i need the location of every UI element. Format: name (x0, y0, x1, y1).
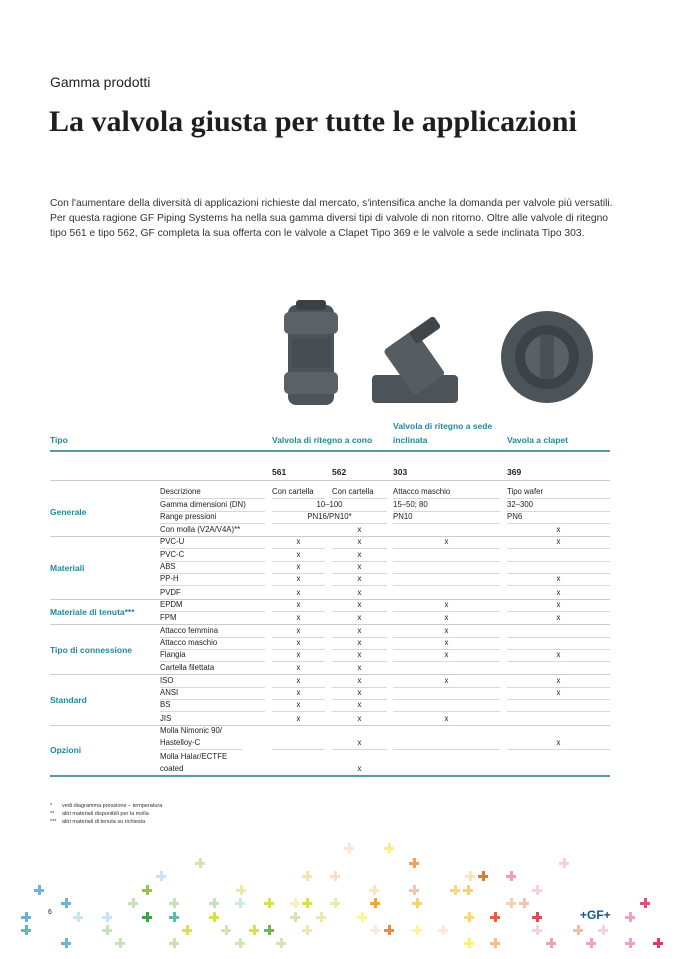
value-cell: x (357, 763, 362, 773)
value-cell: x (272, 599, 325, 612)
table-row (50, 750, 610, 775)
value-cell: x (272, 637, 325, 650)
value-cell: 15–50; 80 (393, 498, 500, 511)
plus-decoration-icon (209, 912, 219, 922)
row-label: PVDF (160, 587, 181, 597)
group-label: Generale (50, 506, 87, 517)
value-cell: x (296, 663, 301, 673)
value-cell: x (507, 536, 610, 549)
value-cell: Con cartella (332, 486, 387, 499)
row-label: ABS (160, 561, 265, 574)
plus-decoration-icon (519, 898, 529, 908)
plus-decoration-icon (465, 871, 475, 881)
value-cell: x (272, 548, 325, 561)
value-cell: x (272, 699, 325, 712)
value-cell: x (393, 674, 500, 687)
row-label: JIS (160, 713, 172, 723)
plus-decoration-icon (412, 925, 422, 935)
table-header (50, 418, 610, 452)
value-cell: x (507, 687, 610, 700)
gf-logo: +GF+ (580, 908, 611, 922)
header-inclined-valve: Valvola di ritegno a sede inclinata (393, 421, 493, 445)
value-cell: x (393, 536, 500, 549)
value-cell (272, 725, 325, 751)
plus-decoration-icon (532, 885, 542, 895)
footnote-text: altri materiali di tenuta su richiesta (62, 819, 146, 825)
plus-decoration-icon (532, 925, 542, 935)
value-cell (507, 712, 610, 724)
value-cell: x (332, 624, 387, 637)
plus-decoration-icon (370, 898, 380, 908)
value-cell: Attacco maschio (393, 486, 500, 499)
value-cell: x (393, 599, 500, 612)
plus-decoration-icon (464, 938, 474, 948)
value-cell: x (332, 548, 387, 561)
plus-decoration-icon (195, 858, 205, 868)
table-row (50, 726, 610, 751)
table-row (50, 600, 610, 612)
value-cell: x (556, 613, 561, 623)
plus-decoration-icon (316, 912, 326, 922)
value-cell: x (357, 525, 362, 535)
value-cell (393, 573, 500, 586)
cone-check-valve-image (284, 300, 338, 405)
value-cell: x (556, 525, 561, 535)
value-cell: x (556, 587, 561, 597)
table-group (50, 675, 610, 725)
table-row (50, 612, 610, 624)
plus-decoration-icon (653, 938, 663, 948)
code-561: 561 (272, 467, 287, 477)
value-cell: x (332, 687, 387, 700)
plus-decoration-icon (625, 938, 635, 948)
plus-decoration-icon (264, 925, 274, 935)
value-cell: x (357, 613, 362, 623)
plus-decoration-icon (235, 898, 245, 908)
value-cell (507, 750, 610, 775)
plus-decoration-icon (330, 871, 340, 881)
value-cell: x (507, 599, 610, 612)
value-cell: x (296, 587, 301, 597)
plus-decoration-icon (302, 925, 312, 935)
plus-decoration-icon (302, 871, 312, 881)
table-group (50, 487, 610, 537)
value-cell: x (357, 713, 362, 723)
value-cell (272, 524, 325, 536)
plus-decoration-icon (490, 938, 500, 948)
plus-decoration-icon (330, 898, 340, 908)
plus-decoration-icon (34, 885, 44, 895)
plus-decoration-icon (209, 898, 219, 908)
value-cell: x (507, 674, 610, 687)
plus-decoration-icon (236, 885, 246, 895)
merged-value-cell: 10–100 (272, 498, 387, 511)
row-label: Descrizione (160, 486, 265, 499)
plus-decoration-icon (290, 912, 300, 922)
value-cell: Tipo wafer (507, 486, 610, 499)
value-cell: x (332, 674, 387, 687)
table-group (50, 600, 610, 626)
value-cell: PN6 (507, 511, 610, 524)
plus-decoration-icon (463, 885, 473, 895)
footnote (50, 810, 162, 818)
plus-decoration-icon (412, 898, 422, 908)
valve-product-images (270, 290, 615, 415)
value-cell (393, 548, 500, 561)
value-cell (507, 662, 610, 674)
value-cell: x (332, 573, 387, 586)
plus-decoration-icon (221, 925, 231, 935)
plus-decoration-icon (559, 858, 569, 868)
page-number: 6 (48, 909, 52, 916)
row-label: Molla Nimonic 90/ Hastelloy-C (160, 725, 242, 751)
plus-decoration-icon (546, 938, 556, 948)
table-row (50, 586, 610, 598)
inclined-seat-valve-image (372, 316, 458, 403)
row-label: Attacco femmina (160, 624, 265, 637)
plus-decoration-icon (156, 871, 166, 881)
row-label: Gamma dimensioni (DN) (160, 498, 265, 511)
value-cell: x (357, 587, 362, 597)
plus-decoration-icon (169, 938, 179, 948)
value-cell (393, 699, 500, 712)
table-row (50, 574, 610, 586)
value-cell (393, 750, 500, 775)
product-comparison-table (50, 418, 610, 777)
plus-decoration-icon (464, 912, 474, 922)
value-cell: x (332, 599, 387, 612)
plus-decoration-icon (290, 898, 300, 908)
row-label: PP-H (160, 573, 265, 586)
value-cell: x (507, 649, 610, 662)
table-row (50, 662, 610, 674)
value-cell: x (272, 536, 325, 549)
value-cell: x (332, 725, 387, 751)
plus-decoration-icon (384, 925, 394, 935)
code-562: 562 (332, 467, 347, 477)
value-cell (507, 561, 610, 574)
section-kicker: Gamma prodotti (50, 74, 151, 90)
row-label: Cartella filettata (160, 663, 215, 673)
value-cell: x (296, 713, 301, 723)
value-cell (393, 524, 500, 536)
table-body (50, 487, 610, 777)
code-303: 303 (393, 467, 408, 477)
table-group (50, 726, 610, 777)
plus-decoration-icon (369, 885, 379, 895)
header-clapet-valve: Vavola a clapet (507, 435, 568, 445)
plus-decoration-icon (264, 898, 274, 908)
value-cell: x (357, 663, 362, 673)
value-cell: x (332, 536, 387, 549)
value-cell (393, 561, 500, 574)
group-label: Materiale di tenuta*** (50, 606, 135, 617)
plus-decoration-icon (438, 925, 448, 935)
value-cell (507, 699, 610, 712)
plus-decoration-icon (235, 938, 245, 948)
page-title: La valvola giusta per tutte le applicazioni (49, 105, 577, 138)
value-cell: x (296, 613, 301, 623)
wafer-clapet-valve-image (501, 311, 593, 403)
plus-decoration-icon (357, 912, 367, 922)
value-cell: x (444, 613, 449, 623)
footnotes (50, 802, 162, 826)
value-cell: x (507, 573, 610, 586)
merged-value-cell: PN16/PN10* (272, 511, 387, 524)
table-row (50, 700, 610, 712)
value-cell: x (393, 649, 500, 662)
row-label: PVC-U (160, 536, 265, 549)
plus-decoration-icon (169, 898, 179, 908)
value-cell: x (507, 725, 610, 751)
value-cell: x (393, 624, 500, 637)
group-label: Standard (50, 695, 87, 706)
plus-decoration-icon (573, 925, 583, 935)
value-cell (393, 725, 500, 751)
value-cell (507, 548, 610, 561)
plus-decoration-icon (506, 871, 516, 881)
value-cell: x (332, 561, 387, 574)
footnote-text: altri materiali disponibili per la molla (62, 811, 149, 817)
value-cell: x (272, 674, 325, 687)
plus-decoration-icon (21, 912, 31, 922)
group-label: Opzioni (50, 745, 82, 756)
value-cell: x (272, 687, 325, 700)
plus-decoration-icon (276, 938, 286, 948)
footnote-mark: ** (50, 811, 55, 817)
plus-decoration-icon (370, 925, 380, 935)
plus-decoration-icon (506, 898, 516, 908)
row-label: Con molla (V2A/V4A)** (160, 525, 241, 535)
value-cell (507, 624, 610, 637)
value-cell: x (272, 573, 325, 586)
plus-decoration-icon (490, 912, 500, 922)
group-label: Materiali (50, 562, 85, 573)
plus-decoration-icon (586, 938, 596, 948)
plus-decoration-icon (249, 925, 259, 935)
value-cell (272, 750, 325, 775)
value-cell (393, 662, 500, 674)
plus-decoration-icon (61, 938, 71, 948)
plus-decoration-icon (182, 925, 192, 935)
footnote-mark: * (50, 803, 53, 809)
value-cell: 32–300 (507, 498, 610, 511)
footnote-mark: *** (50, 819, 57, 825)
row-label: Molla Halar/ECTFE coated (160, 751, 228, 773)
plus-decoration-icon (115, 938, 125, 948)
footnote (50, 818, 162, 826)
plus-decoration-icon (598, 925, 608, 935)
plus-decoration-icon (61, 898, 71, 908)
value-cell: x (332, 637, 387, 650)
plus-decoration-icon (625, 912, 635, 922)
row-label: EPDM (160, 599, 265, 612)
footnote-text: vedi diagramma pressione – temperatura (62, 803, 163, 809)
row-label: ANSI (160, 687, 265, 700)
plus-decoration-icon (532, 912, 542, 922)
row-label: PVC-C (160, 548, 265, 561)
value-cell: Con cartella (272, 486, 325, 499)
row-label: Attacco maschio (160, 637, 265, 650)
plus-decoration-icon (409, 858, 419, 868)
table-row (50, 512, 610, 524)
header-tipo: Tipo (50, 435, 68, 445)
row-label: FPM (160, 613, 177, 623)
value-cell: x (332, 649, 387, 662)
plus-decoration-icon (128, 898, 138, 908)
value-cell: x (272, 561, 325, 574)
intro-paragraph: Con l'aumentare della diversità di applicazioni richieste dal mercato, s'intensifica anche la domanda per valvole più versatili. Per questa ragione GF Piping Systems ha nella sua gamma diversi tipi di valvole di non ritorno. Oltre alle valvole di ritegno tipo 561 e tipo 562, GF completa la sua offerta con le valvole a Clapet Tipo 369 e le valvole a sede inclinata Tipo 303. (50, 198, 613, 239)
plus-decoration-icon (142, 885, 152, 895)
value-cell (507, 637, 610, 650)
row-label: ISO (160, 674, 265, 687)
value-cell (393, 586, 500, 598)
value-cell: x (393, 637, 500, 650)
plus-decoration-icon (102, 912, 112, 922)
row-label: BS (160, 699, 265, 712)
plus-decoration-icon (302, 898, 312, 908)
table-row (50, 712, 610, 724)
table-row (50, 524, 610, 536)
table-group (50, 625, 610, 675)
plus-decoration-icon (73, 912, 83, 922)
plus-decoration-icon (344, 843, 354, 853)
code-369: 369 (507, 467, 522, 477)
value-cell: x (444, 713, 449, 723)
plus-decoration-icon (142, 912, 152, 922)
value-cell: x (332, 699, 387, 712)
table-group (50, 537, 610, 599)
plus-decoration-icon (169, 912, 179, 922)
value-cell: x (272, 649, 325, 662)
plus-decoration-icon (409, 885, 419, 895)
plus-decoration-icon (102, 925, 112, 935)
plus-decoration-icon (478, 871, 488, 881)
plus-decoration-icon (384, 843, 394, 853)
value-cell: x (272, 624, 325, 637)
plus-decoration-icon (640, 898, 650, 908)
header-cone-valve: Valvola di ritegno a cono (272, 435, 373, 445)
value-cell (393, 687, 500, 700)
plus-decoration-icon (450, 885, 460, 895)
footnote (50, 802, 162, 810)
value-cell: PN10 (393, 511, 500, 524)
type-codes-row (50, 452, 610, 481)
group-label: Tipo di connessione (50, 644, 133, 655)
row-label: Range pressioni (160, 511, 265, 524)
row-label: Flangia (160, 649, 265, 662)
plus-decoration-icon (21, 925, 31, 935)
table-row (50, 650, 610, 662)
